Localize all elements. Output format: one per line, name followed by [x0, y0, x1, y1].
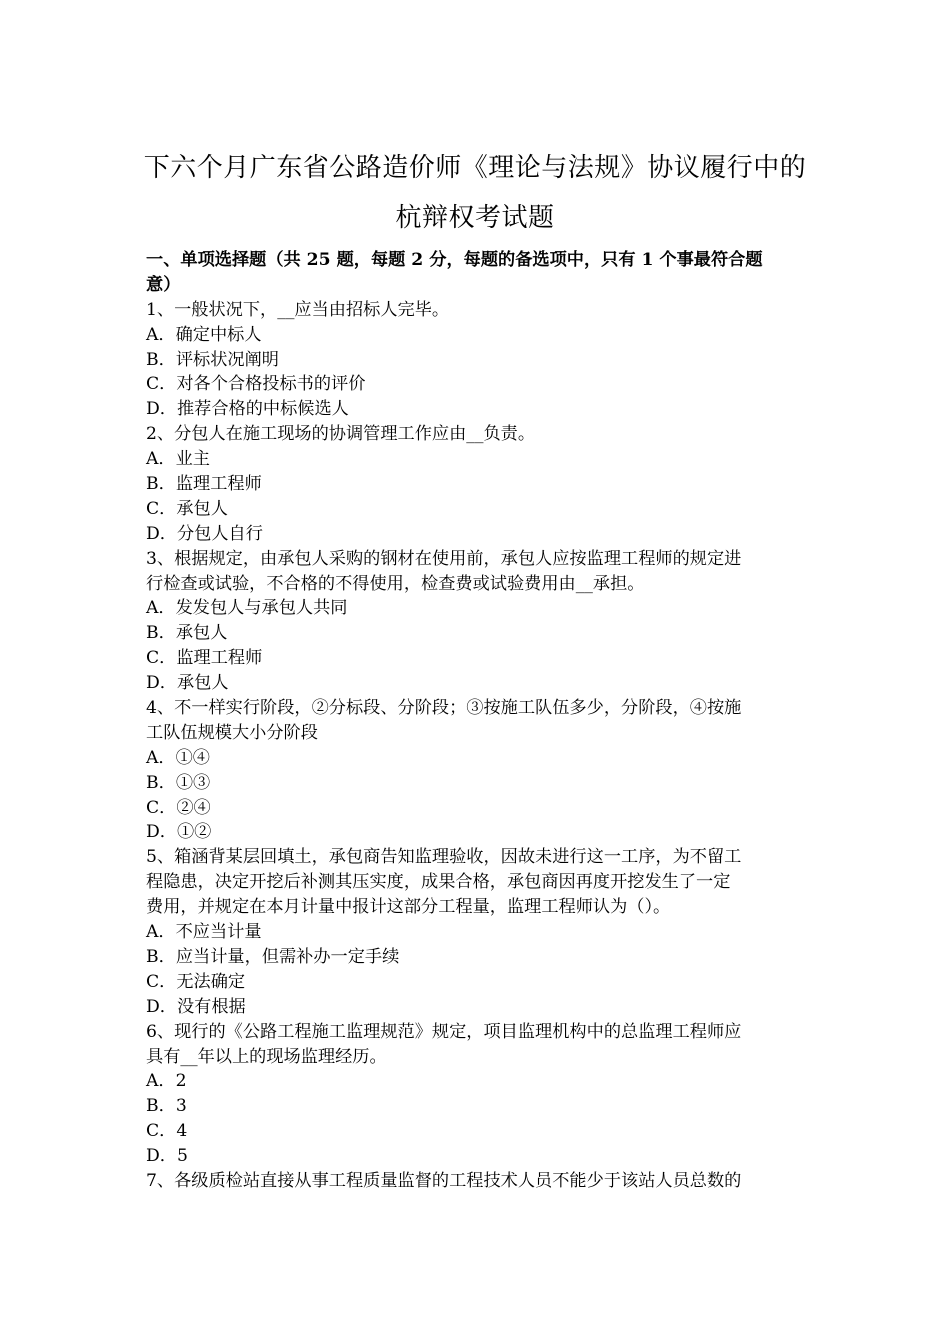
question-4-option-a: A．①④ [146, 747, 210, 768]
question-4-stem: 4、不一样实行阶段，②分标段、分阶段；③按施工队伍多少，分阶段，④按施 [146, 698, 742, 719]
question-5-stem: 5、箱涵背某层回填土，承包商告知监理验收，因故未进行这一工序，为不留工 [146, 847, 742, 868]
question-6-stem: 6、现行的《公路工程施工监理规范》规定，项目监理机构中的总监理工程师应 [146, 1021, 742, 1042]
question-4-option-c: C．②④ [146, 797, 211, 818]
question-1-stem: 1、一般状况下，__应当由招标人完毕。 [146, 299, 450, 320]
question-4-stem-cont: 工队伍规模大小分阶段 [146, 722, 318, 743]
question-5-option-c: C．无法确定 [146, 971, 246, 992]
question-2-option-d: D．分包人自行 [146, 523, 263, 544]
question-4-option-b: B．①③ [146, 772, 211, 793]
question-3-option-b: B．承包人 [146, 623, 228, 644]
section-heading-cont: 意） [146, 274, 181, 295]
question-1-option-a: A．确定中标人 [146, 324, 262, 345]
question-6-option-a: A．2 [146, 1071, 187, 1092]
question-4-option-d: D．①② [146, 822, 212, 843]
question-5-option-d: D．没有根据 [146, 996, 246, 1017]
question-6-option-d: D．5 [146, 1146, 188, 1167]
question-2-option-c: C．承包人 [146, 498, 228, 519]
question-2-stem: 2、分包人在施工现场的协调管理工作应由__负责。 [146, 424, 536, 445]
question-1-option-c: C．对各个合格投标书的评价 [146, 374, 366, 395]
section-heading: 一、单项选择题（共 25 题，每题 2 分，每题的备选项中，只有 1 个事最符合题 [146, 250, 763, 270]
question-1-option-b: B．评标状况阐明 [146, 349, 279, 370]
question-3-option-c: C．监理工程师 [146, 648, 263, 669]
question-3-option-a: A．发发包人与承包人共同 [146, 598, 348, 619]
question-3-stem-cont: 行检查或试验，不合格的不得使用，检查费或试验费用由__承担。 [146, 573, 645, 594]
question-6-option-b: B．3 [146, 1096, 187, 1117]
question-5-option-b: B．应当计量，但需补办一定手续 [146, 946, 400, 967]
question-2-option-b: B．监理工程师 [146, 474, 262, 495]
document-title-line-1: 下六个月广东省公路造价师《理论与法规》协议履行中的 [143, 153, 807, 183]
question-6-stem-cont: 具有__年以上的现场监理经历。 [146, 1046, 387, 1067]
question-1-option-d: D．推荐合格的中标候选人 [146, 399, 349, 420]
question-5-stem-cont-2: 费用，并规定在本月计量中报计这部分工程量，监理工程师认为（）。 [146, 897, 671, 918]
question-7-stem: 7、各级质检站直接从事工程质量监督的工程技术人员不能少于该站人员总数的 [146, 1170, 742, 1191]
question-6-option-c: C．4 [146, 1121, 188, 1142]
question-3-option-d: D．承包人 [146, 673, 229, 694]
question-5-stem-cont-1: 程隐患，决定开挖后补测其压实度，成果合格，承包商因再度开挖发生了一定 [146, 872, 731, 893]
question-5-option-a: A．不应当计量 [146, 922, 262, 943]
question-3-stem: 3、根据规定，由承包人采购的钢材在使用前，承包人应按监理工程师的规定进 [146, 548, 742, 569]
question-2-option-a: A．业主 [146, 449, 210, 470]
document-body [146, 248, 808, 1194]
document-title-line-2: 杭辩权考试题 [395, 203, 555, 233]
